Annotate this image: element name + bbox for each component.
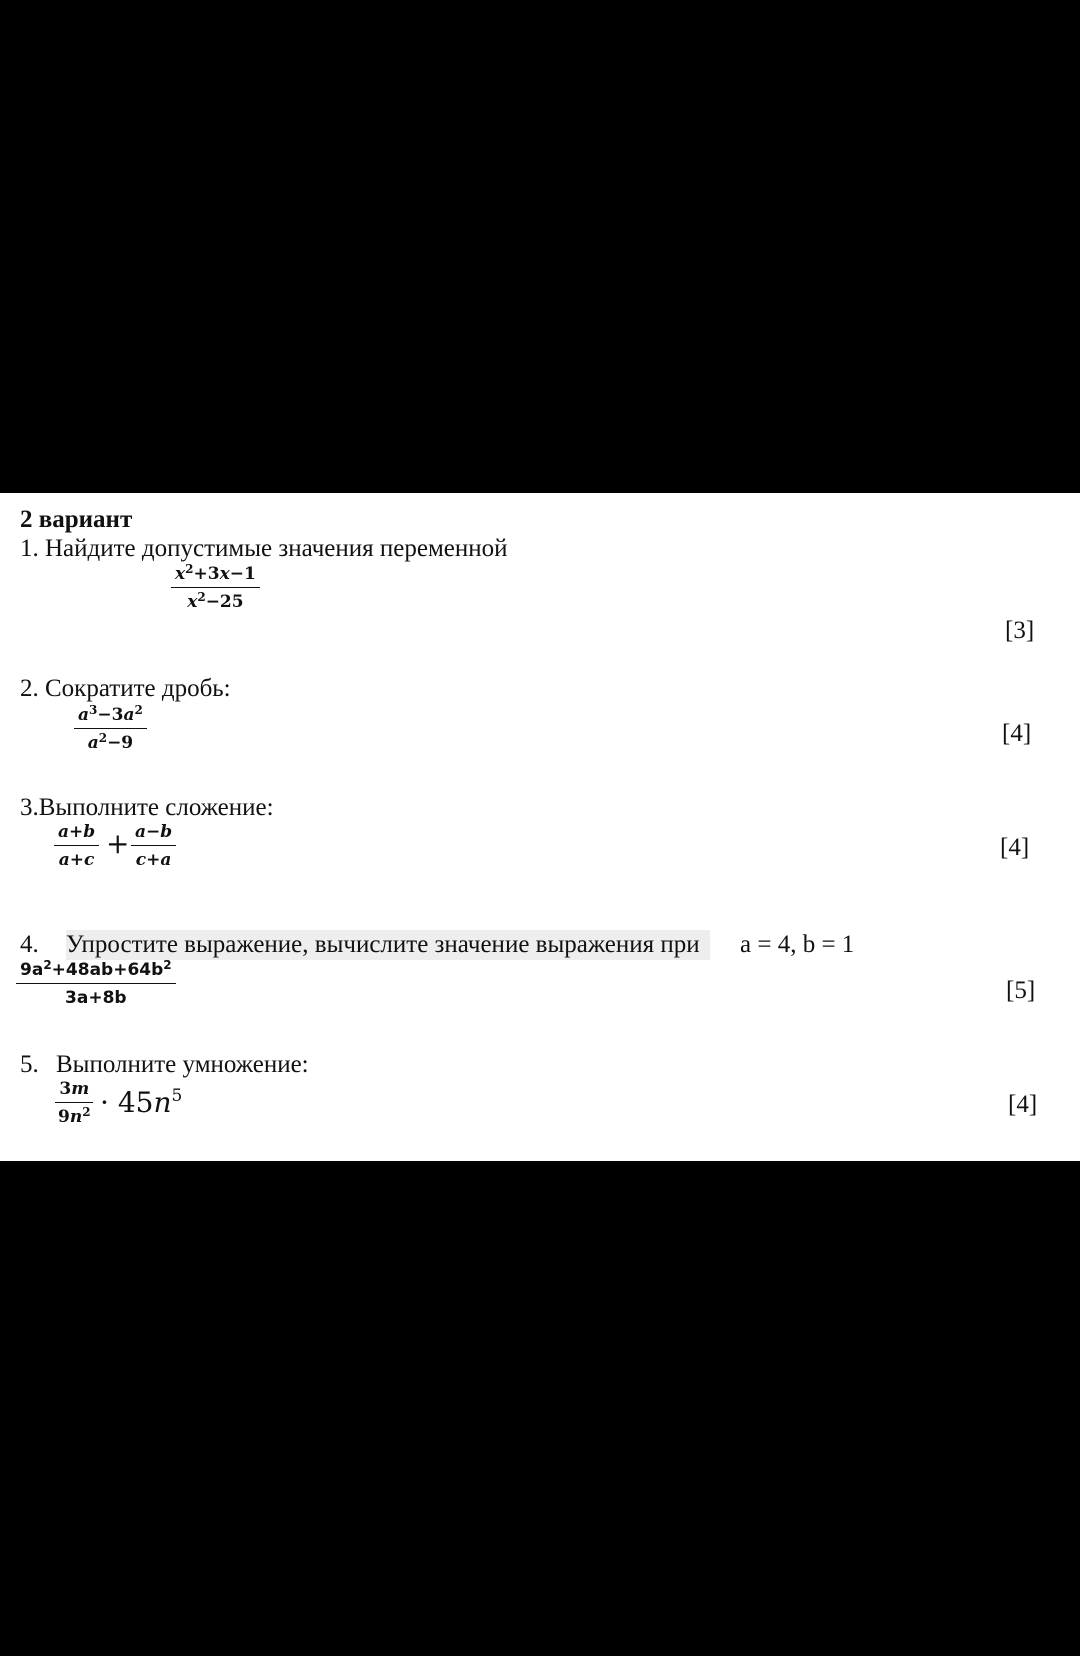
task-3-fraction-1-numerator: a+b	[54, 821, 99, 846]
task-5-text: Выполните умножение:	[56, 1051, 309, 1078]
task-1-text: 1. Найдите допустимые значения переменной	[20, 535, 508, 562]
variant-title: 2 вариант	[20, 506, 133, 533]
task-2-numerator: $a^3-3a^2$	[74, 704, 147, 729]
task-3-plus-operator: +	[106, 827, 130, 860]
task-3-fraction-2	[131, 821, 176, 871]
task-3-fraction-1	[54, 821, 99, 871]
worksheet	[0, 493, 1080, 1161]
task-5-numerator: 3m	[55, 1078, 93, 1103]
task-2-score: [4]	[1002, 720, 1032, 747]
task-4-denominator: 3a+8b	[65, 988, 127, 1008]
task-1-score: [3]	[1005, 617, 1035, 644]
task-1-numerator: $x^2+3x-1$	[171, 563, 260, 588]
task-3-fraction-2-numerator: a−b	[131, 821, 176, 846]
task-4-text: Упростите выражение, вычислите значение выражения при	[66, 930, 710, 960]
task-4-fraction	[16, 959, 176, 1009]
task-3-score: [4]	[1000, 834, 1030, 861]
task-3-text: 3.Выполните сложение:	[20, 794, 274, 821]
task-1-denominator: $x^2-25$	[187, 590, 244, 612]
task-5-multiplier: · $45n^5$	[100, 1086, 183, 1119]
task-4-score: [5]	[1006, 977, 1036, 1004]
task-5-score: [4]	[1008, 1091, 1038, 1118]
task-5-fraction	[54, 1078, 95, 1128]
task-4-values: a = 4, b = 1	[740, 931, 855, 958]
task-5-denominator: $9n^2$	[58, 1105, 91, 1127]
task-3-fraction-1-denominator: a+c	[58, 850, 95, 870]
task-4-number: 4.	[20, 931, 39, 958]
task-5-dot: ·	[100, 1086, 109, 1119]
task-2-denominator: $a^2-9$	[87, 731, 134, 753]
task-3-fraction-2-denominator: c+a	[135, 850, 172, 870]
task-2-fraction	[74, 704, 147, 754]
task-5-number: 5.	[20, 1051, 39, 1078]
task-4-numerator: $9a^2+48ab+64b^2$	[16, 959, 176, 984]
task-1-fraction	[171, 563, 260, 613]
task-2-text: 2. Сократите дробь:	[20, 675, 231, 702]
